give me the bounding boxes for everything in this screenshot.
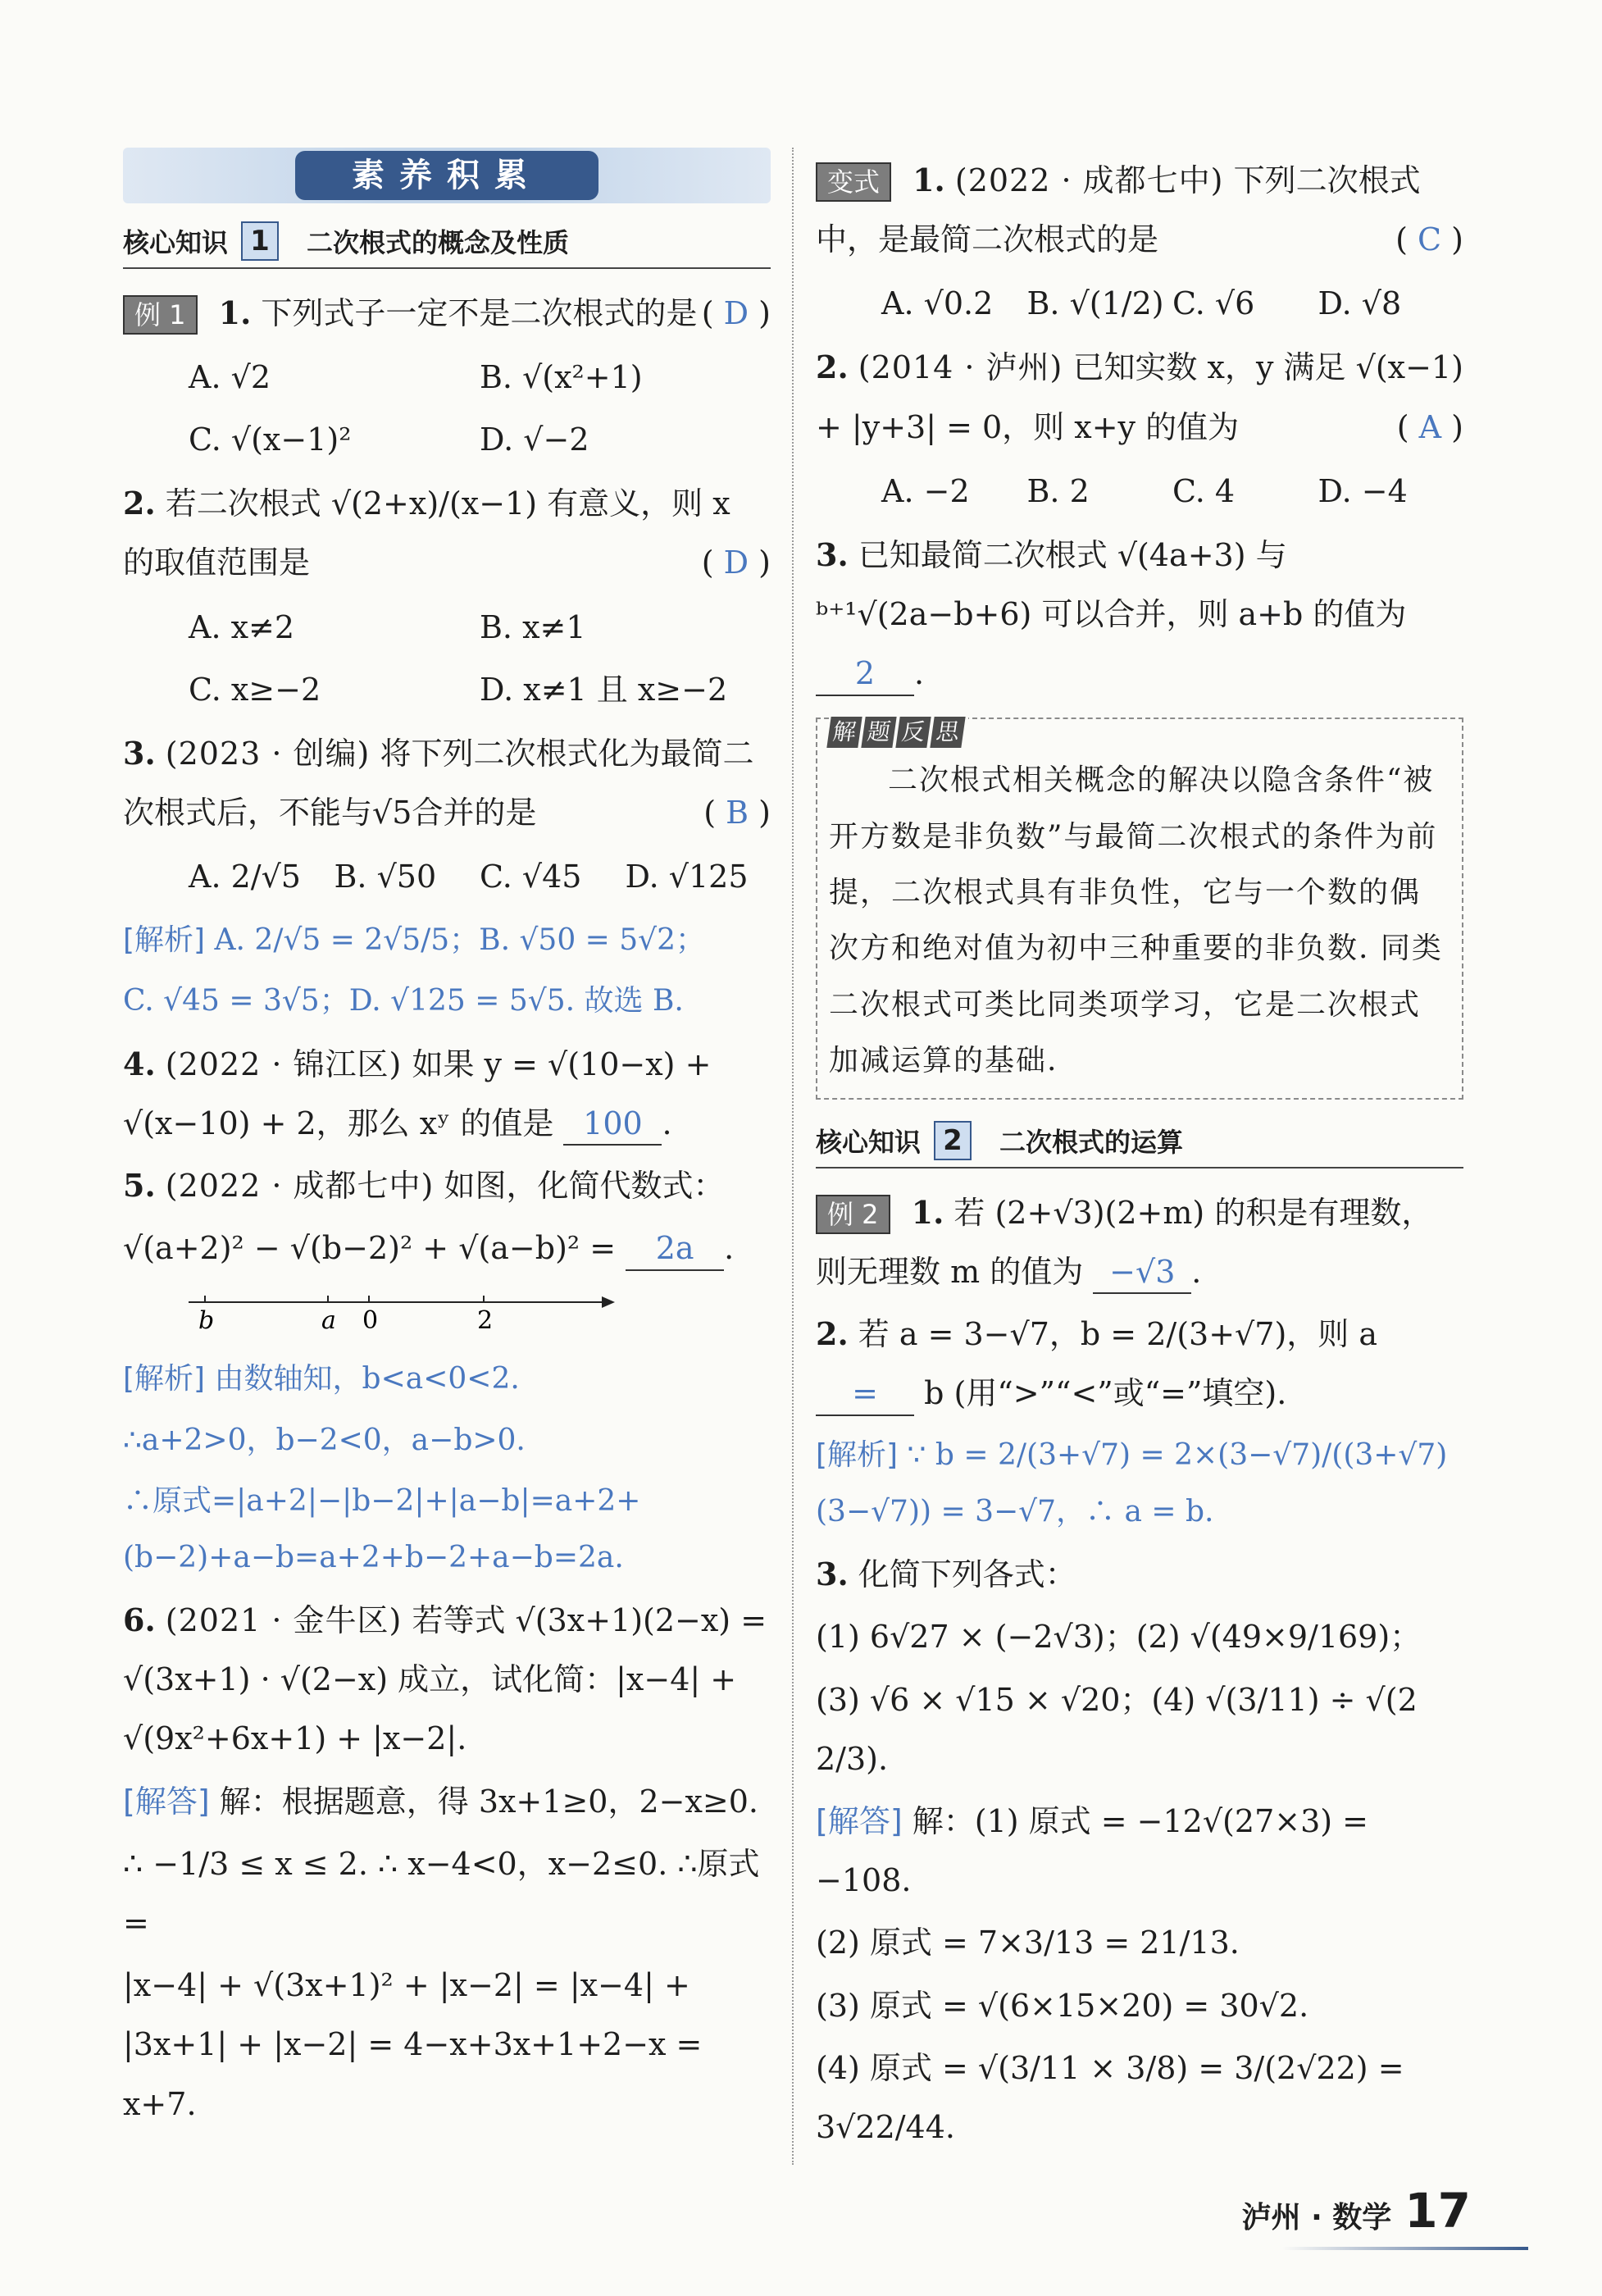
question-number: 2. bbox=[816, 1315, 849, 1353]
choice-list bbox=[816, 272, 1463, 335]
section-label: 核心知识 bbox=[123, 227, 229, 258]
question-text: 若 a = 3−√7，b = 2/(3+√7)，则 a bbox=[858, 1316, 1378, 1353]
subquestion-line: (1) 6√27 × (−2√3)；(2) √(49×9/169)； bbox=[816, 1619, 1422, 1656]
choice-b: B. √(x²+1) bbox=[480, 359, 643, 396]
choice-list bbox=[123, 346, 771, 471]
question-text: b bbox=[924, 1375, 944, 1412]
choice-d: D. x≠1 且 x≥−2 bbox=[480, 671, 728, 708]
analysis-line: ∴原式=|a+2|−|b−2|+|a−b|=a+2+(b−2)+a−b=a+2+b−2+a−b=2a. bbox=[123, 1484, 641, 1574]
question-number: 2. bbox=[123, 485, 156, 522]
analysis-line: 由数轴知，b<a<0<2. bbox=[214, 1362, 520, 1396]
solution-tag: [解答] bbox=[123, 1783, 210, 1820]
example1-question2 bbox=[123, 474, 771, 592]
answer-blank: −√3 bbox=[1093, 1252, 1191, 1294]
question-number: 5. bbox=[123, 1167, 156, 1205]
question-text: 已知最简二次根式 √(4a+3) 与 ᵇ⁺¹√(2a−b+6) 可以合并，则 a+b 的值为 bbox=[816, 536, 1407, 632]
answer-letter: B bbox=[726, 794, 749, 831]
arrow-icon bbox=[602, 1296, 615, 1308]
example2-question2 bbox=[816, 1305, 1463, 1423]
answer-bracket: ( D ) bbox=[701, 544, 771, 581]
answer-blank: 2 bbox=[816, 654, 914, 695]
choice-a: A. −2 bbox=[881, 472, 970, 509]
example2-question1: 例 2 1. 若 (2+√3)(2+m) 的积是有理数，则无理数 m 的值为 −√3 . bbox=[816, 1183, 1463, 1301]
analysis-tag: [解析] bbox=[123, 1362, 206, 1396]
choice-c: C. √6 bbox=[1172, 285, 1255, 322]
solution-block bbox=[816, 1792, 1463, 1910]
choice-b: B. 2 bbox=[1026, 472, 1090, 509]
question-text: 如图，化简代数式： bbox=[444, 1168, 725, 1205]
analysis-line: A. 2/√5 = 2√5/5；B. √50 = 5√2； bbox=[214, 922, 706, 957]
analysis-line: ∵ b = 2/(3+√7) = 2×(3−√7)/((3+√7)(3−√7)) = 3−√7，∴ a = b. bbox=[816, 1438, 1448, 1528]
banner-title: 素养积累 bbox=[295, 151, 598, 200]
variant-tag: 变式 bbox=[816, 162, 891, 202]
solution-line: (2) 原式 = 7×3/13 = 21/13. bbox=[816, 1925, 1240, 1961]
example-tag: 例 1 bbox=[123, 295, 198, 335]
choice-c: C. √(x−1)² bbox=[189, 421, 352, 458]
choice-c: C. x≥−2 bbox=[189, 671, 321, 708]
page-footer bbox=[1242, 2183, 1471, 2239]
reflection-tag-char: 思 bbox=[930, 717, 965, 748]
question-number: 1. bbox=[218, 294, 252, 331]
choice-b: B. x≠1 bbox=[480, 608, 586, 645]
question-text: 若二次根式 √(2+x)/(x−1) 有意义，则 x 的取值范围是 bbox=[123, 485, 730, 581]
analysis-block bbox=[816, 1428, 1463, 1540]
solution-line: ∴ −1/3 ≤ x ≤ 2. ∴ x−4<0，x−2≤0. ∴原式= bbox=[123, 1845, 760, 1941]
choice-list bbox=[123, 596, 771, 721]
page-number: 17 bbox=[1404, 2183, 1471, 2239]
reflection-tag-char: 反 bbox=[895, 717, 931, 748]
answer-letter: A bbox=[1418, 408, 1442, 445]
section-heading-2 bbox=[816, 1121, 1463, 1168]
question-text: 下列式子一定不是二次根式的是 bbox=[261, 295, 698, 331]
analysis-tag: [解析] bbox=[123, 922, 206, 957]
reflection-box bbox=[816, 718, 1463, 1099]
number-line-figure bbox=[172, 1286, 631, 1335]
choice-d: D. −4 bbox=[1318, 472, 1408, 509]
example-tag: 例 2 bbox=[816, 1195, 890, 1234]
answer-letter: D bbox=[723, 295, 749, 331]
answer-blank: 100 bbox=[563, 1104, 662, 1146]
question-number: 2. bbox=[816, 348, 849, 386]
answer-bracket: ( C ) bbox=[1395, 221, 1463, 258]
solution-tag: [解答] bbox=[816, 1802, 903, 1839]
solution-line: 解：(1) 原式 = −12√(27×3) = −108. bbox=[816, 1802, 1369, 1899]
question-text: 如果 y = √(10−x) + √(x−10) + 2，那么 xʸ 的值是 bbox=[123, 1046, 712, 1141]
solution-line: 解：根据题意，得 3x+1≥0，2−x≥0. bbox=[219, 1783, 759, 1820]
example2-question3 bbox=[816, 1545, 1463, 1604]
choice-d: D. √−2 bbox=[480, 421, 589, 458]
question-text: 若 (2+√3)(2+m) 的积是有理数，则无理数 m 的值为 bbox=[816, 1194, 1433, 1290]
footer-text: 泸州 · 数学 bbox=[1241, 2201, 1392, 2234]
reflection-tag bbox=[829, 717, 968, 748]
question-hint: (用“>”“<”或“=”填空). bbox=[953, 1375, 1287, 1412]
subquestion-line: (3) √6 × √15 × √20；(4) √(3/11) ÷ √(2 2/3). bbox=[816, 1681, 1418, 1777]
question-number: 3. bbox=[816, 1556, 849, 1593]
section-number: 2 bbox=[934, 1121, 972, 1160]
choice-b: B. √(1/2) bbox=[1026, 285, 1164, 322]
right-column bbox=[816, 148, 1463, 2160]
choice-a: A. √2 bbox=[189, 359, 271, 396]
analysis-block bbox=[123, 913, 771, 968]
example1-question6 bbox=[123, 1591, 771, 1769]
answer-bracket: ( A ) bbox=[1396, 408, 1463, 445]
answer-bracket: ( B ) bbox=[703, 794, 771, 831]
answer-letter: C bbox=[1418, 221, 1442, 258]
analysis-block bbox=[123, 1351, 771, 1407]
section-title: 二次根式的运算 bbox=[999, 1126, 1184, 1158]
question-number: 3. bbox=[816, 535, 849, 573]
label-a: a bbox=[321, 1306, 336, 1336]
solution-line: |x−4| + √(3x+1)² + |x−2| = |x−4| + |3x+1| + |x−2| = 4−x+3x+1+2−x = x+7. bbox=[123, 1967, 703, 2122]
choice-d: D. √125 bbox=[625, 858, 749, 895]
section-banner bbox=[123, 148, 771, 203]
question-text: 下列二次根式中，是最简二次根式的是 bbox=[816, 162, 1421, 258]
choice-a: A. √0.2 bbox=[881, 285, 994, 322]
question-number: 1. bbox=[911, 1193, 944, 1231]
label-0: 0 bbox=[362, 1306, 379, 1336]
variant-question1 bbox=[816, 151, 1463, 269]
question-text: 化简下列各式： bbox=[858, 1556, 1076, 1593]
analysis-line: C. √45 = 3√5；D. √125 = 5√5. 故选 B. bbox=[123, 984, 684, 1018]
question-number: 4. bbox=[123, 1045, 156, 1082]
answer-bracket: ( D ) bbox=[701, 295, 771, 331]
choice-list bbox=[123, 845, 771, 908]
variant-question3: 3. 已知最简二次根式 √(4a+3) 与 ᵇ⁺¹√(2a−b+6) 可以合并，则 a+b 的值为 2 . bbox=[816, 526, 1463, 704]
question-number: 6. bbox=[123, 1601, 156, 1639]
example1-question5 bbox=[123, 1156, 771, 1215]
answer-blank: 2a bbox=[626, 1228, 724, 1270]
solution-block bbox=[123, 1772, 771, 1831]
question-expression: √(a+2)² − √(b−2)² + √(a−b)² = bbox=[123, 1230, 617, 1267]
choice-a: A. x≠2 bbox=[189, 608, 295, 645]
choice-b: B. √50 bbox=[334, 858, 437, 895]
variant-question2 bbox=[816, 338, 1463, 456]
question-source: (2022 · 成都七中) bbox=[165, 1168, 435, 1205]
section-label: 核心知识 bbox=[816, 1126, 922, 1158]
label-2: 2 bbox=[477, 1306, 494, 1336]
footer-rule bbox=[1282, 2247, 1528, 2250]
left-column bbox=[123, 148, 771, 2137]
question-text: 已知实数 x，y 满足 √(x−1) + |y+3| = 0，则 x+y 的值为 bbox=[816, 349, 1463, 445]
reflection-text: 二次根式相关概念的解决以隐含条件“被开方数是非负数”与最简二次根式的条件为前提，二次根式具有非负性，它与一个数的偶次方和绝对值为初中三种重要的非负数. 同类二次根式可类比同类项学习，它是二次根式加减运算的基础. bbox=[829, 763, 1443, 1078]
example1-question4: 4. (2022 · 锦江区) 如果 y = √(10−x) + √(x−10) + 2，那么 xʸ 的值是 100 . bbox=[123, 1035, 771, 1153]
choice-d: D. √8 bbox=[1318, 285, 1402, 322]
analysis-tag: [解析] bbox=[816, 1438, 899, 1473]
analysis-line: ∴a+2>0，b−2<0，a−b>0. bbox=[123, 1423, 526, 1457]
solution-line: (4) 原式 = √(3/11 × 3/8) = 3/(2√22) = 3√22/44. bbox=[816, 2049, 1404, 2145]
section-number: 1 bbox=[241, 221, 279, 261]
section-heading-1 bbox=[123, 221, 771, 269]
column-divider bbox=[792, 148, 794, 2165]
question-source: (2021 · 金牛区) bbox=[165, 1602, 403, 1639]
reflection-tag-char: 题 bbox=[861, 717, 896, 748]
choice-c: C. 4 bbox=[1172, 472, 1236, 509]
question-text: 将下列二次根式化为最简二次根式后，不能与√5合并的是 bbox=[123, 735, 754, 831]
question-source: (2023 · 创编) bbox=[165, 735, 371, 772]
choice-list bbox=[816, 460, 1463, 522]
answer-letter: D bbox=[723, 544, 749, 581]
question-number: 3. bbox=[123, 734, 156, 772]
reflection-tag-char: 解 bbox=[826, 717, 862, 748]
example1-question5-expression: √(a+2)² − √(b−2)² + √(a−b)² = 2a . bbox=[123, 1219, 771, 1278]
section-title: 二次根式的概念及性质 bbox=[307, 227, 570, 258]
example1-question1 bbox=[123, 284, 771, 343]
question-text: 若等式 √(3x+1)(2−x) = √(3x+1) · √(2−x) 成立，试化简：|x−4| + √(9x²+6x+1) + |x−2|. bbox=[123, 1602, 767, 1757]
label-b: b bbox=[198, 1306, 215, 1336]
question-source: (2022 · 锦江区) bbox=[165, 1046, 403, 1082]
choice-c: C. √45 bbox=[480, 858, 582, 895]
question-source: (2022 · 成都七中) bbox=[954, 162, 1224, 198]
example1-question3 bbox=[123, 724, 771, 842]
solution-line: (3) 原式 = √(6×15×20) = 30√2. bbox=[816, 1987, 1309, 2024]
question-source: (2014 · 泸州) bbox=[858, 349, 1063, 386]
question-number: 1. bbox=[913, 162, 945, 198]
choice-a: A. 2/√5 bbox=[189, 858, 301, 895]
answer-blank: = bbox=[816, 1374, 914, 1415]
